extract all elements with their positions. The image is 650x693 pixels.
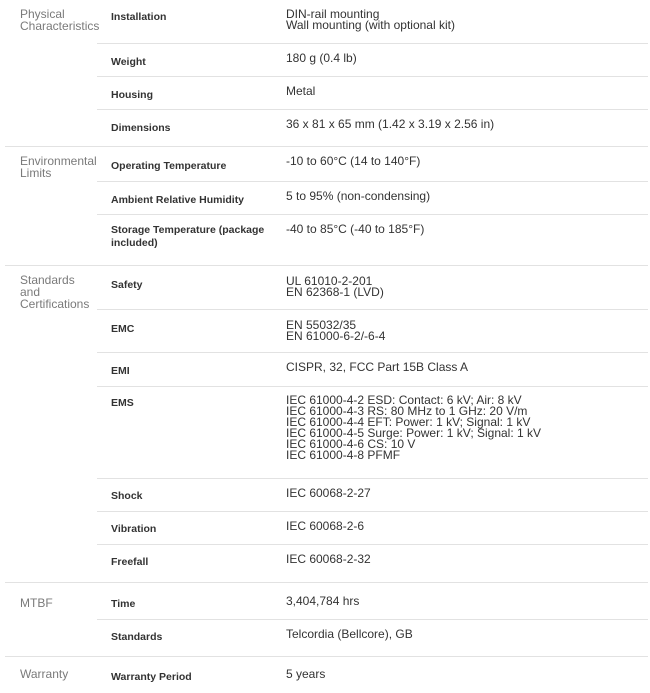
- spec-row-time: [97, 583, 648, 620]
- spec-row-safety: [97, 266, 648, 310]
- spec-label: Vibration: [111, 523, 157, 535]
- spec-row-housing: [97, 77, 648, 110]
- spec-label: Shock: [111, 490, 143, 502]
- section-rows: [97, 266, 648, 582]
- spec-value: Metal: [286, 84, 316, 98]
- spec-label: EMC: [111, 323, 135, 335]
- spec-value: 36 x 81 x 65 mm (1.42 x 3.19 x 2.56 in): [286, 117, 495, 131]
- spec-label: Operating Temperature: [111, 160, 227, 172]
- spec-row-warranty-period: [97, 657, 648, 693]
- spec-value: DIN-rail mounting Wall mounting (with optional kit): [286, 7, 455, 32]
- spec-value: EN 55032/35 EN 61000-6-2/-6-4: [286, 318, 386, 343]
- spec-row-dimensions: [97, 110, 648, 146]
- spec-label: Ambient Relative Humidity: [111, 194, 245, 206]
- section-rows: [97, 657, 648, 693]
- spec-row-operating-temperature: [97, 147, 648, 182]
- spec-label: EMS: [111, 397, 134, 409]
- spec-label: Housing: [111, 89, 153, 101]
- spec-label: Dimensions: [111, 122, 171, 134]
- spec-value: IEC 60068-2-27: [286, 486, 371, 500]
- spec-value: 3,404,784 hrs: [286, 594, 360, 608]
- spec-row-standards: [97, 620, 648, 656]
- spec-label: Installation: [111, 11, 167, 23]
- spec-row-weight: [97, 44, 648, 77]
- spec-row-installation: [97, 0, 648, 44]
- spec-value: -40 to 85°C (-40 to 185°F): [286, 222, 425, 236]
- section-mtbf: [5, 583, 648, 657]
- spec-row-emi: [97, 353, 648, 387]
- spec-value: -10 to 60°C (14 to 140°F): [286, 154, 421, 168]
- spec-label: Storage Temperature (package included): [111, 224, 265, 249]
- spec-value: Telcordia (Bellcore), GB: [286, 627, 413, 641]
- spec-row-storage-temperature: [97, 215, 648, 265]
- specifications-table: [5, 0, 648, 693]
- section-rows: [97, 0, 648, 146]
- spec-value: 180 g (0.4 lb): [286, 51, 357, 65]
- spec-value: 5 years: [286, 667, 326, 681]
- section-physical-characteristics: [5, 0, 648, 147]
- spec-value: UL 61010-2-201 EN 62368-1 (LVD): [286, 274, 384, 299]
- section-rows: [97, 583, 648, 656]
- spec-row-emc: [97, 310, 648, 353]
- spec-row-ems: [97, 387, 648, 479]
- spec-label: Freefall: [111, 556, 149, 568]
- spec-label: Warranty Period: [111, 671, 192, 683]
- spec-row-freefall: [97, 545, 648, 582]
- spec-value: 5 to 95% (non-condensing): [286, 189, 431, 203]
- spec-row-ambient-humidity: [97, 182, 648, 215]
- spec-value: IEC 60068-2-32: [286, 552, 371, 566]
- section-category-label: Physical Characteristics: [20, 7, 100, 33]
- section-category-label: MTBF: [20, 596, 53, 610]
- section-rows: [97, 147, 648, 265]
- spec-value: IEC 60068-2-6: [286, 519, 365, 533]
- spec-label: Standards: [111, 631, 163, 643]
- spec-row-vibration: [97, 512, 648, 545]
- section-category-label: Warranty: [20, 667, 69, 681]
- spec-value: IEC 61000-4-2 ESD: Contact: 6 kV; Air: 8 kV IEC 61000-4-3 RS: 80 MHz to 1 GHz: 20 V/m IEC 61000-4-4 EFT: Power: 1 kV; Signal: 1 kV IEC 61000-4-5 Surge: Power: 1 kV; Signal: 1 kV IEC 61000-4-6 CS: 10 V IEC 61000-4-8 PFMF: [286, 393, 542, 462]
- section-standards-certifications: [5, 266, 648, 583]
- section-environmental-limits: [5, 147, 648, 266]
- spec-label: Safety: [111, 279, 143, 291]
- spec-value: CISPR, 32, FCC Part 15B Class A: [286, 360, 469, 374]
- section-category-label: Standards and Certifications: [20, 273, 90, 311]
- spec-label: EMI: [111, 365, 130, 377]
- section-category-label: Environmental Limits: [20, 154, 97, 180]
- section-warranty: [5, 657, 648, 693]
- spec-label: Time: [111, 598, 136, 610]
- spec-label: Weight: [111, 56, 146, 68]
- spec-row-shock: [97, 479, 648, 512]
